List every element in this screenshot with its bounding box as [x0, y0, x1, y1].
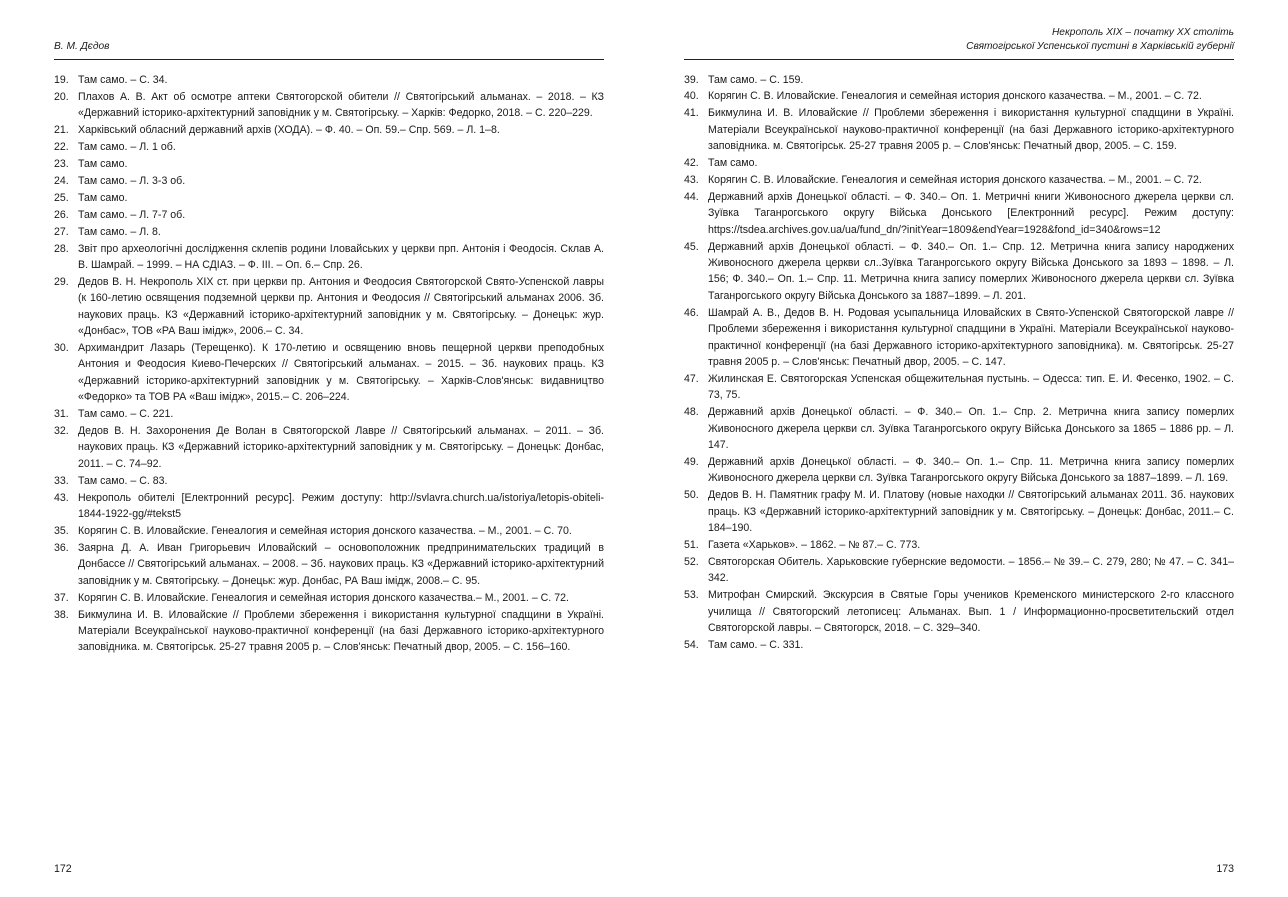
reference-text: Там само. – Л. 7-7 об. [78, 208, 186, 221]
reference-text: Дедов В. Н. Захоронения Де Волан в Святогорской Лавре // Святогірський альманах. – 2011. – Зб. наукових праць. КЗ «Державний історико-архітектурний заповідник у м. Святогірську. – Донецьк: Донбас, 2011. – С. 74–92. [78, 425, 604, 470]
reference-number: 44. [684, 190, 699, 203]
reference-number: 49. [684, 455, 699, 468]
reference-text: Бикмулина И. В. Иловайские // Проблеми збереження і використання культурної спадщини в Україні. Матеріали Всеукраїнської науково-практичної конференції (на базі Державного історико-архітектурного заповідника. м. Святогірськ. 25-27 травня 2005 р. – Слов'янськ: Печатный двор, 2005. – С. 156–160. [78, 608, 604, 654]
reference-entry [684, 239, 1234, 305]
reference-number: 20. [54, 90, 69, 103]
reference-text: Харківський обласний державний архів (ХОДА). – Ф. 40. – Оп. 59.– Спр. 569. – Л. 1–8. [78, 124, 500, 137]
reference-text: Там само. – Л. 3-3 об. [78, 174, 186, 187]
reference-entry [684, 155, 1234, 171]
reference-entry [54, 190, 604, 206]
reference-number: 53. [684, 589, 699, 602]
reference-text: Там само. [78, 191, 128, 204]
reference-text: Жилинская Е. Святогорская Успенская общежительная пустынь. – Одесса: тип. Е. И. Фесенко, 1902. – С. 73, 75. [708, 372, 1234, 402]
reference-text: Державний архів Донецької області. – Ф. 340.– Оп. 1.– Спр. 2. Метрична книга запису померлих Живоносного джерела церкви сл. Зуївка Таганрогського округу Війська Донського за 1865 – 1886 рр. – Л. 147. [708, 406, 1234, 451]
reference-entry [684, 587, 1234, 636]
reference-text: Бикмулина И. В. Иловайские // Проблеми збереження і використання культурної спадщини в Україні. Матеріали Всеукраїнської науково-практичної конференції (на базі Державного історико-архітектурного заповідника. м. Святогірськ. 25-27 травня 2005 р. – Слов'янськ: Печатный двор, 2005. – С. 159. [708, 107, 1234, 153]
reference-text: Заярна Д. А. Иван Григорьевич Иловайский – основоположник предпринимательских традиций в Донбассе // Святогірський альманах. – 2008. – Зб. наукових праць. КЗ «Державний історико-архітектурний заповідник у м. Святогірську. – Донецьк: жур. Донбас, РА Ваш імідж, 2008.– С. 95. [78, 541, 604, 587]
reference-text: Там само. – Л. 1 об. [78, 141, 176, 154]
reference-entry [54, 473, 604, 489]
reference-entry [684, 371, 1234, 404]
reference-entry [54, 590, 604, 606]
reference-text: Дедов В. Н. Памятник графу М. И. Платову (новые находки // Святогірський альманах 2011. Зб. наукових праць. КЗ «Державний історико-архітектурний заповідник у м. Святогірську. – Донецьк: Донбас, 2011.– С. 184–190. [708, 489, 1234, 534]
reference-text: Там само. – С. 83. [78, 474, 168, 487]
right-page [644, 0, 1288, 897]
reference-entry [684, 537, 1234, 553]
reference-number: 24. [54, 174, 69, 187]
reference-entry [54, 274, 604, 340]
reference-number: 23. [54, 158, 69, 171]
reference-entry [684, 637, 1234, 653]
reference-text: Корягин С. В. Иловайские. Генеалогия и семейная история донского казачества.– М., 2001. – С. 72. [78, 591, 569, 604]
reference-number: 51. [684, 538, 699, 551]
reference-number: 36. [54, 541, 69, 554]
right-reference-list [684, 72, 1234, 654]
reference-text: Некрополь обителі [Електронний ресурс]. Режим доступу: http://svlavra.church.ua/istoriya/letopis-obiteli-1844-1922-gg/#tekst5 [78, 491, 604, 521]
reference-number: 25. [54, 191, 69, 204]
reference-entry [54, 523, 604, 539]
reference-number: 43. [684, 173, 699, 186]
reference-number: 37. [54, 591, 69, 604]
reference-text: Митрофан Смирский. Экскурсия в Святые Горы учеников Кременского министерского 2-го классного училища // Святогорский летописец: Альманах. Вып. 1 / Информационно-просветительский отдел Святогорской лавры. – Святогорск, 2018. – С. 329–340. [708, 589, 1234, 634]
reference-text: Там само. [78, 158, 128, 171]
reference-text: Корягин С. В. Иловайские. Генеалогия и семейная история донского казачества. – М., 2001. – С. 72. [708, 90, 1202, 103]
reference-number: 42. [684, 157, 699, 170]
reference-number: 48. [684, 406, 699, 419]
reference-number: 38. [54, 608, 69, 621]
right-running-head-line-1: Некрополь XIX – початку XX століть [1051, 27, 1234, 38]
reference-number: 19. [54, 74, 69, 86]
reference-entry [54, 72, 604, 88]
reference-number: 43. [54, 491, 69, 504]
reference-entry [54, 156, 604, 172]
reference-entry [684, 172, 1234, 188]
reference-entry [54, 423, 604, 472]
reference-number: 21. [54, 124, 69, 137]
reference-entry [684, 189, 1234, 238]
reference-text: Архимандрит Лазарь (Терещенко). К 170-летию и освящению вновь пещерной церкви преподобных Антония и Феодосия Киево-Печерских // Святогірський альманах. – 2015. – Зб. наукових праць. КЗ «Державний історико-архітектурний заповідник у м. Святогірську. – Харків-Слов'янськ: видавництво «Федорко» та ТОВ РА «Ваш імідж», 2015.– С. 206–224. [78, 342, 604, 404]
reference-number: 50. [684, 489, 699, 502]
reference-entry [684, 487, 1234, 536]
reference-number: 27. [54, 225, 69, 238]
reference-entry [684, 88, 1234, 104]
reference-text: Там само. [708, 157, 758, 170]
reference-entry [684, 72, 1234, 88]
reference-text: Святогорская Обитель. Харьковские губернские ведомости. – 1856.– № 39.– С. 279, 280; № 47. – С. 341–342. [708, 555, 1234, 585]
left-running-head-text: В. М. Дєдов [54, 41, 110, 53]
reference-text: Газета «Харьков». – 1862. – № 87.– С. 773. [708, 538, 921, 551]
reference-entry [54, 89, 604, 122]
reference-entry [684, 454, 1234, 487]
reference-entry [54, 224, 604, 240]
reference-number: 46. [684, 306, 699, 319]
reference-number: 47. [684, 372, 699, 385]
reference-text: Державний архів Донецької області. – Ф. 340.– Оп. 1. Метричні книги Живоносного джерела церкви сл. Зуївка Таганрогського округу Війська Донського [Електронний ресурс]. Режим доступу: https://tsdea.archives.gov.ua/ua/fund_dn/?initYear=1809&endYear=1928&fond_id=340&rows=12 [708, 190, 1234, 236]
reference-text: Там само. – С. 221. [78, 408, 174, 421]
reference-entry [54, 139, 604, 155]
reference-text: Корягин С. В. Иловайские. Генеалогия и семейная история донского казачества. – М., 2001. – С. 72. [708, 173, 1202, 186]
reference-number: 22. [54, 141, 69, 154]
reference-number: 54. [684, 638, 699, 651]
reference-entry [684, 404, 1234, 453]
left-page-number: 172 [54, 863, 72, 875]
reference-entry [54, 207, 604, 223]
reference-text: Там само. – С. 159. [708, 73, 804, 86]
reference-number: 29. [54, 275, 69, 288]
reference-entry [54, 607, 604, 656]
reference-text: Плахов А. В. Акт об осмотре аптеки Святогорской обители // Святогірський альманах. – 2018. – КЗ «Державний історико-архітектурний заповідник у м. Святогірську. – Харків: Федорко, 2018. – С. 220–229. [78, 90, 604, 120]
reference-number: 45. [684, 240, 699, 253]
reference-text: Там само. – С. 331. [708, 638, 804, 651]
reference-entry [54, 540, 604, 589]
reference-entry [54, 490, 604, 523]
reference-text: Дедов В. Н. Некрополь XIX ст. при церкви пр. Антония и Феодосия Святогорской Свято-Успенской лавры (к 160-летию освящения подземной церкви пр. Антония и Феодосия // Святогірський альманах 2006. Зб. наукових праць. КЗ «Державний історико-архітектурний заповідник у м. Святогірську. – Донецьк: жур. «Донбас», ТОВ «РА Ваш імідж», 2006.– С. 34. [78, 275, 604, 338]
reference-entry [54, 406, 604, 422]
reference-text: Державний архів Донецької області. – Ф. 340.– Оп. 1.– Спр. 11. Метрична книга запису померлих Живоносного джерела церкви сл. Зуївка Таганрогського округу Війська Донського за 1887–1899. – Л. 169. [708, 455, 1234, 485]
reference-entry [54, 340, 604, 406]
reference-entry [54, 122, 604, 138]
reference-number: 40. [684, 90, 699, 103]
reference-number: 35. [54, 524, 69, 537]
reference-entry [684, 305, 1234, 371]
right-running-head-line-2: Святогірської Успенської пустині в Харківській губернії [966, 40, 1234, 52]
reference-text: Звіт про археологічні дослідження склепів родини Іловайських у церкви прп. Антонія і Феодосія. Склав А. В. Шамрай. – 1999. – НА СДІАЗ. – Ф. III. – Оп. 6.– Спр. 26. [78, 242, 604, 271]
reference-number: 26. [54, 208, 69, 221]
right-page-number: 173 [1216, 863, 1234, 875]
reference-entry [684, 554, 1234, 587]
reference-text: Там само. – Л. 8. [78, 225, 161, 238]
reference-number: 52. [684, 555, 699, 568]
reference-entry [54, 173, 604, 189]
reference-entry [54, 241, 604, 274]
reference-number: 28. [54, 242, 69, 255]
reference-number: 32. [54, 425, 69, 438]
reference-text: Державний архів Донецької області. – Ф. 340.– Оп. 1.– Спр. 12. Метрична книга запису народжених Живоносного джерела церкви сл..Зуївка Таганрогського округу Війська Донського за 1893 – 1898. – Л. 156; Ф. 340.– Оп. 1.– Спр. 11. Метрична книга запису померлих Живоносного джерела церкви сл. Зуївка Таганрогського округу Війська Донського за 1887–1899. – Л. 201. [708, 240, 1234, 302]
reference-entry [684, 105, 1234, 154]
reference-text: Корягин С. В. Иловайские. Генеалогия и семейная история донского казачества. – М., 2001. – С. 70. [78, 524, 572, 537]
reference-number: 33. [54, 474, 69, 487]
right-running-head [684, 26, 1234, 60]
reference-text: Там само. – С. 34. [78, 74, 168, 86]
reference-number: 39. [684, 73, 699, 86]
reference-number: 41. [684, 107, 699, 120]
reference-number: 30. [54, 342, 69, 354]
reference-number: 31. [54, 408, 69, 421]
left-reference-list [54, 72, 604, 656]
left-running-head [54, 26, 604, 60]
reference-text: Шамрай А. В., Дедов В. Н. Родовая усыпальница Иловайских в Свято-Успенской Святогорской лавре // Проблеми збереження і використання культурної спадщини в Україні. Матеріали Всеукраїнської науково-практичної конференції (на базі Державного історико-архітектурного заповідника). м. Святогірськ. 25-27 травня 2005 р. – Слов'янськ: Печатный двор, 2005. – С. 147. [708, 306, 1234, 368]
